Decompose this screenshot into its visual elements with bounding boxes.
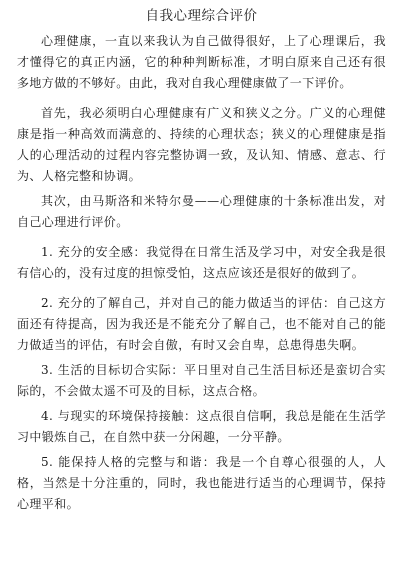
paragraph-item-3: 3. 生活的目标切合实际：平日里对自己生活目标还是蛮切合实际的，不会做太遥不可及的目标，这点合格。 <box>17 363 386 398</box>
paragraph-intro: 心理健康，一直以来我认为自己做得很好，上了心理课后，我才懂得它的真正内涵，它的种种判断标准，才明白原来自己还有很多地方做的不够好。由此，我对自我心理健康做了一下评价。 <box>17 34 386 90</box>
paragraph-item-1: 1. 充分的安全感：我觉得在日常生活及学习中，对安全我是很有信心的，没有过度的担惊受怕，这点应该还是很好的做到了。 <box>17 245 386 280</box>
paragraph-item-2: 2. 充分的了解自己，并对自己的能力做适当的评估：自己这方面还有待提高，因为我还是不能充分了解自己，也不能对自己的能力做适当的评估，有时会自傲，有时又会自卑，总患得患失啊。 <box>17 296 386 352</box>
paragraph-item-5: 5. 能保持人格的完整与和谐：我是一个自尊心很强的人，人格，当然是十分注重的，同时，我也能进行适当的心理调节，保持心理平和。 <box>17 455 386 511</box>
paragraph-definition: 首先，我必须明白心理健康有广义和狭义之分。广义的心理健康是指一种高效而满意的、持续的心理状态；狭义的心理健康是指人的心理活动的过程内容完整协调一致，及认知、情感、意志、行为、人格完整和协调。 <box>17 106 386 183</box>
document-title: 自我心理综合评价 <box>145 8 258 24</box>
paragraph-criteria-intro: 其次，由马斯洛和米特尔曼——心理健康的十条标准出发，对自己心理进行评价。 <box>17 194 386 229</box>
paragraph-item-4: 4. 与现实的环境保持接触：这点很自信啊，我总是能在生活学习中锻炼自己，在自然中获一分闲趣，一分平静。 <box>17 409 386 444</box>
